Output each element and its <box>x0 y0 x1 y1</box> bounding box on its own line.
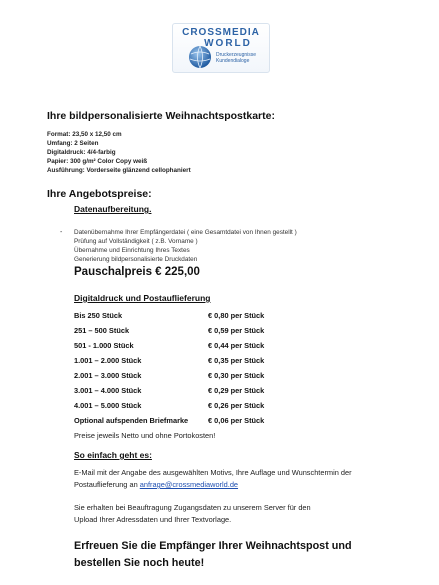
how-text: E-Mail mit der Angabe des ausgewählten Motivs, Ihre Auflage und Wunschtermin der <box>74 468 352 477</box>
how-text-prefix: Postauflieferung an <box>74 480 140 489</box>
price-row-price: € 0,29 per Stück <box>208 386 265 395</box>
offers-heading: Ihre Angebotspreise: <box>47 188 152 200</box>
how-text: Sie erhalten bei Beauftragung Zugangsdaten zu unserem Server für den <box>74 503 311 512</box>
spec-pages: Umfang: 2 Seiten <box>47 140 99 147</box>
price-note: Preise jeweils Netto und ohne Portokosten! <box>74 431 216 440</box>
spec-format: Format: 23,50 x 12,50 cm <box>47 131 122 138</box>
price-row-price: € 0,59 per Stück <box>208 326 265 335</box>
price-row-quantity: Bis 250 Stück <box>74 311 123 320</box>
company-logo <box>172 23 270 73</box>
price-row-quantity: 501 - 1.000 Stück <box>74 341 134 350</box>
data-prep-item: Übernahme und Einrichtung Ihres Textes <box>74 247 190 254</box>
logo-tagline-1: Druckerzeugnisse <box>216 52 257 58</box>
email-link[interactable]: anfrage@crossmediaworld.de <box>139 480 239 489</box>
how-title: So einfach geht es: <box>74 450 152 460</box>
price-row-quantity: 2.001 – 3.000 Stück <box>74 371 142 380</box>
price-row-quantity: 1.001 – 2.000 Stück <box>74 356 142 365</box>
logo-tagline-2: Kundendialoge <box>216 58 250 64</box>
spec-print: Digitaldruck: 4/4-farbig <box>47 149 116 156</box>
data-prep-item: Datenübernahme Ihrer Empfängerdatei ( eine Gesamtdatei von Ihnen gestellt ) <box>74 229 297 236</box>
spec-finish: Ausführung: Vorderseite glänzend cellophaniert <box>47 167 191 174</box>
closing-line: Erfreuen Sie die Empfänger Ihrer Weihnachtspost und <box>74 540 352 552</box>
price-row-price: € 0,30 per Stück <box>208 371 265 380</box>
price-row-price: € 0,80 per Stück <box>208 311 265 320</box>
price-row-quantity: 3.001 – 4.000 Stück <box>74 386 142 395</box>
data-prep-item: Prüfung auf Vollständigkeit ( z.B. Vorname ) <box>74 238 198 245</box>
flat-price: Pauschalpreis € 225,00 <box>74 266 200 278</box>
price-row-quantity: Optional aufspenden Briefmarke <box>74 416 189 425</box>
print-title: Digitaldruck und Postauflieferung <box>74 293 211 303</box>
price-row-quantity: 4.001 – 5.000 Stück <box>74 401 142 410</box>
data-prep-item: Generierung bildpersonalisierte Druckdaten <box>74 256 198 263</box>
closing-line: bestellen Sie noch heute! <box>74 557 205 569</box>
logo-line-2: WORLD <box>204 38 252 49</box>
data-prep-title: Datenaufbereitung. <box>74 204 152 214</box>
logo-line-1: CROSSMEDIA <box>182 27 260 38</box>
price-row-quantity: 251 – 500 Stück <box>74 326 130 335</box>
how-text-email-line <box>74 480 238 489</box>
spec-paper: Papier: 300 g/m² Color Copy weiß <box>47 158 148 165</box>
price-row-price: € 0,44 per Stück <box>208 341 265 350</box>
page-title: Ihre bildpersonalisierte Weihnachtspostkarte: <box>47 110 275 122</box>
list-dash: - <box>60 229 63 236</box>
price-row-price: € 0,35 per Stück <box>208 356 265 365</box>
price-row-price: € 0,06 per Stück <box>208 416 265 425</box>
how-text: Upload Ihrer Adressdaten und Ihrer Textvorlage. <box>74 515 232 524</box>
price-row-price: € 0,26 per Stück <box>208 401 265 410</box>
